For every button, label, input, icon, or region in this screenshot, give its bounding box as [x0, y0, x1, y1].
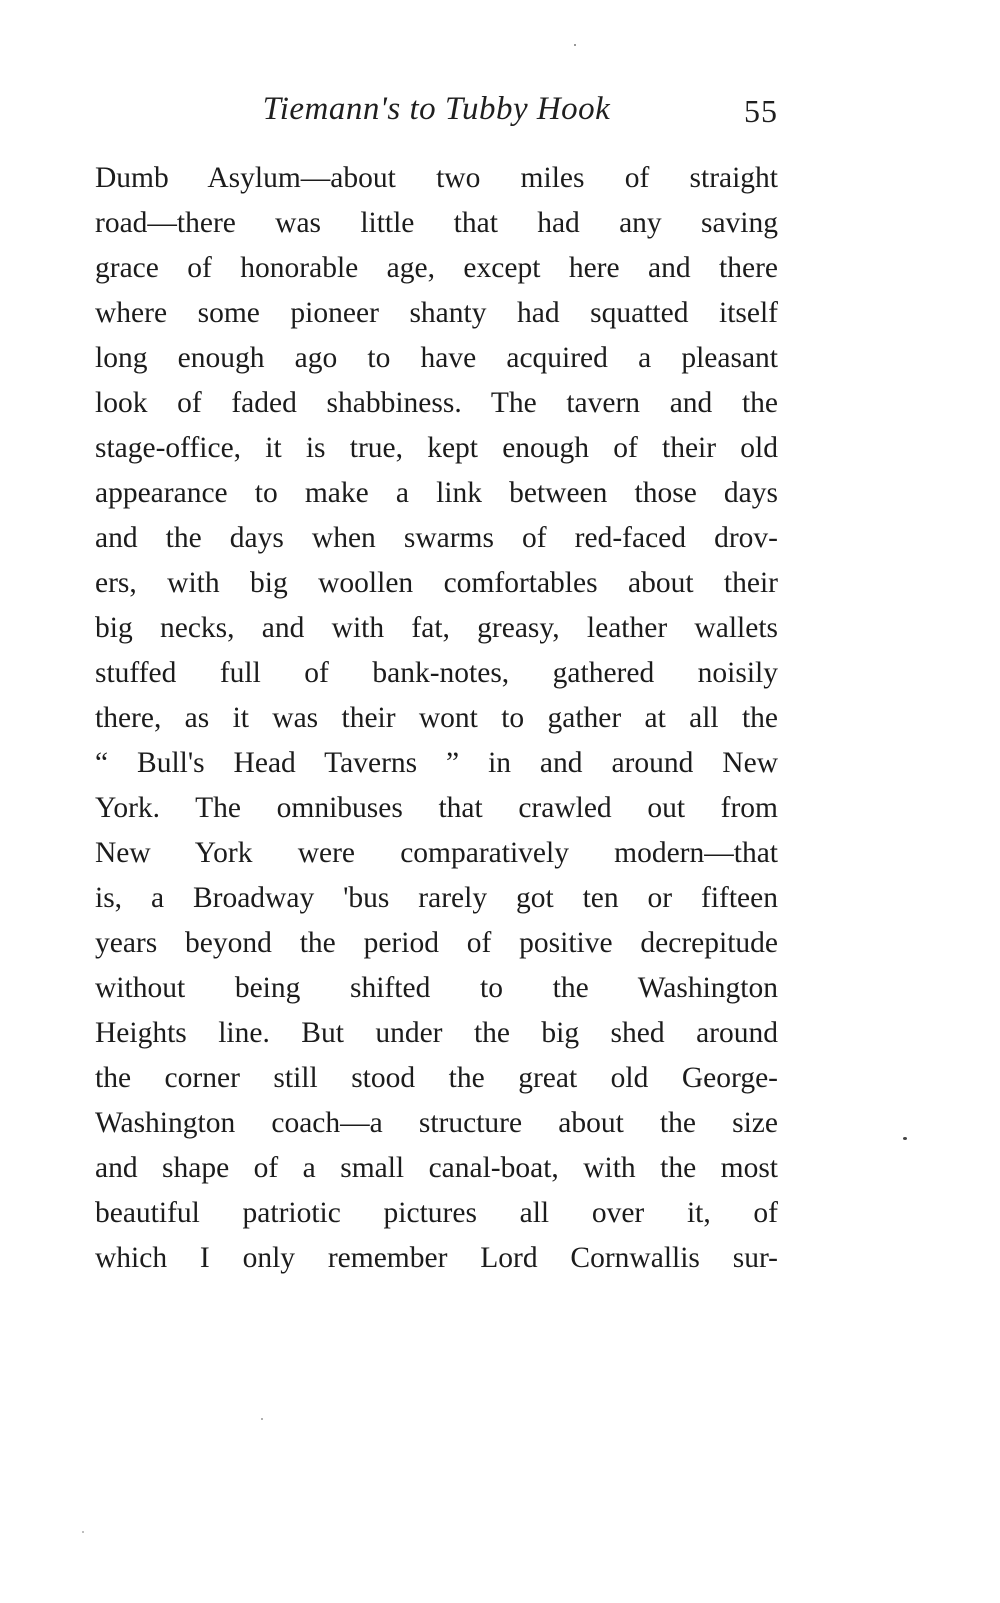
text-line: York. The omnibuses that crawled out from [95, 792, 778, 824]
text-line: “ Bull's Head Taverns ” in and around New [95, 747, 778, 779]
text-line: and the days when swarms of red-faced drov- [95, 522, 778, 554]
text-line: stage-office, it is true, kept enough of their old [95, 432, 778, 464]
text-line: Dumb Asylum—about two miles of straight [95, 162, 778, 194]
text-line: grace of honorable age, except here and there [95, 252, 778, 284]
running-title: Tiemann's to Tubby Hook [262, 91, 611, 127]
text-line: without being shifted to the Washington [95, 972, 778, 1004]
text-line: ers, with big woollen comfortables about their [95, 567, 778, 599]
paper-speck [574, 44, 576, 46]
text-line: is, a Broadway 'bus rarely got ten or fifteen [95, 882, 778, 914]
page-number: 55 [744, 93, 778, 129]
text-line: road—there was little that had any saving [95, 207, 778, 239]
text-line: long enough ago to have acquired a pleasant [95, 342, 778, 374]
body-text [95, 156, 778, 1281]
text-line: years beyond the period of positive decrepitude [95, 927, 778, 959]
paper-speck [903, 1137, 907, 1140]
text-line: Washington coach—a structure about the size [95, 1107, 778, 1139]
text-line: and shape of a small canal-boat, with the most [95, 1152, 778, 1184]
text-line: where some pioneer shanty had squatted itself [95, 297, 778, 329]
paper-speck [82, 1531, 84, 1533]
paper-speck [261, 1418, 263, 1420]
text-line: Heights line. But under the big shed around [95, 1017, 778, 1049]
text-line: the corner still stood the great old George- [95, 1062, 778, 1094]
text-line: beautiful patriotic pictures all over it, of [95, 1197, 778, 1229]
text-line: look of faded shabbiness. The tavern and the [95, 387, 778, 419]
text-line: appearance to make a link between those days [95, 477, 778, 509]
running-head [95, 84, 778, 134]
text-line: big necks, and with fat, greasy, leather wallets [95, 612, 778, 644]
text-line: there, as it was their wont to gather at all the [95, 702, 778, 734]
text-line: which I only remember Lord Cornwallis sur- [95, 1242, 778, 1274]
text-line: stuffed full of bank-notes, gathered noisily [95, 657, 778, 689]
text-line: New York were comparatively modern—that [95, 837, 778, 869]
